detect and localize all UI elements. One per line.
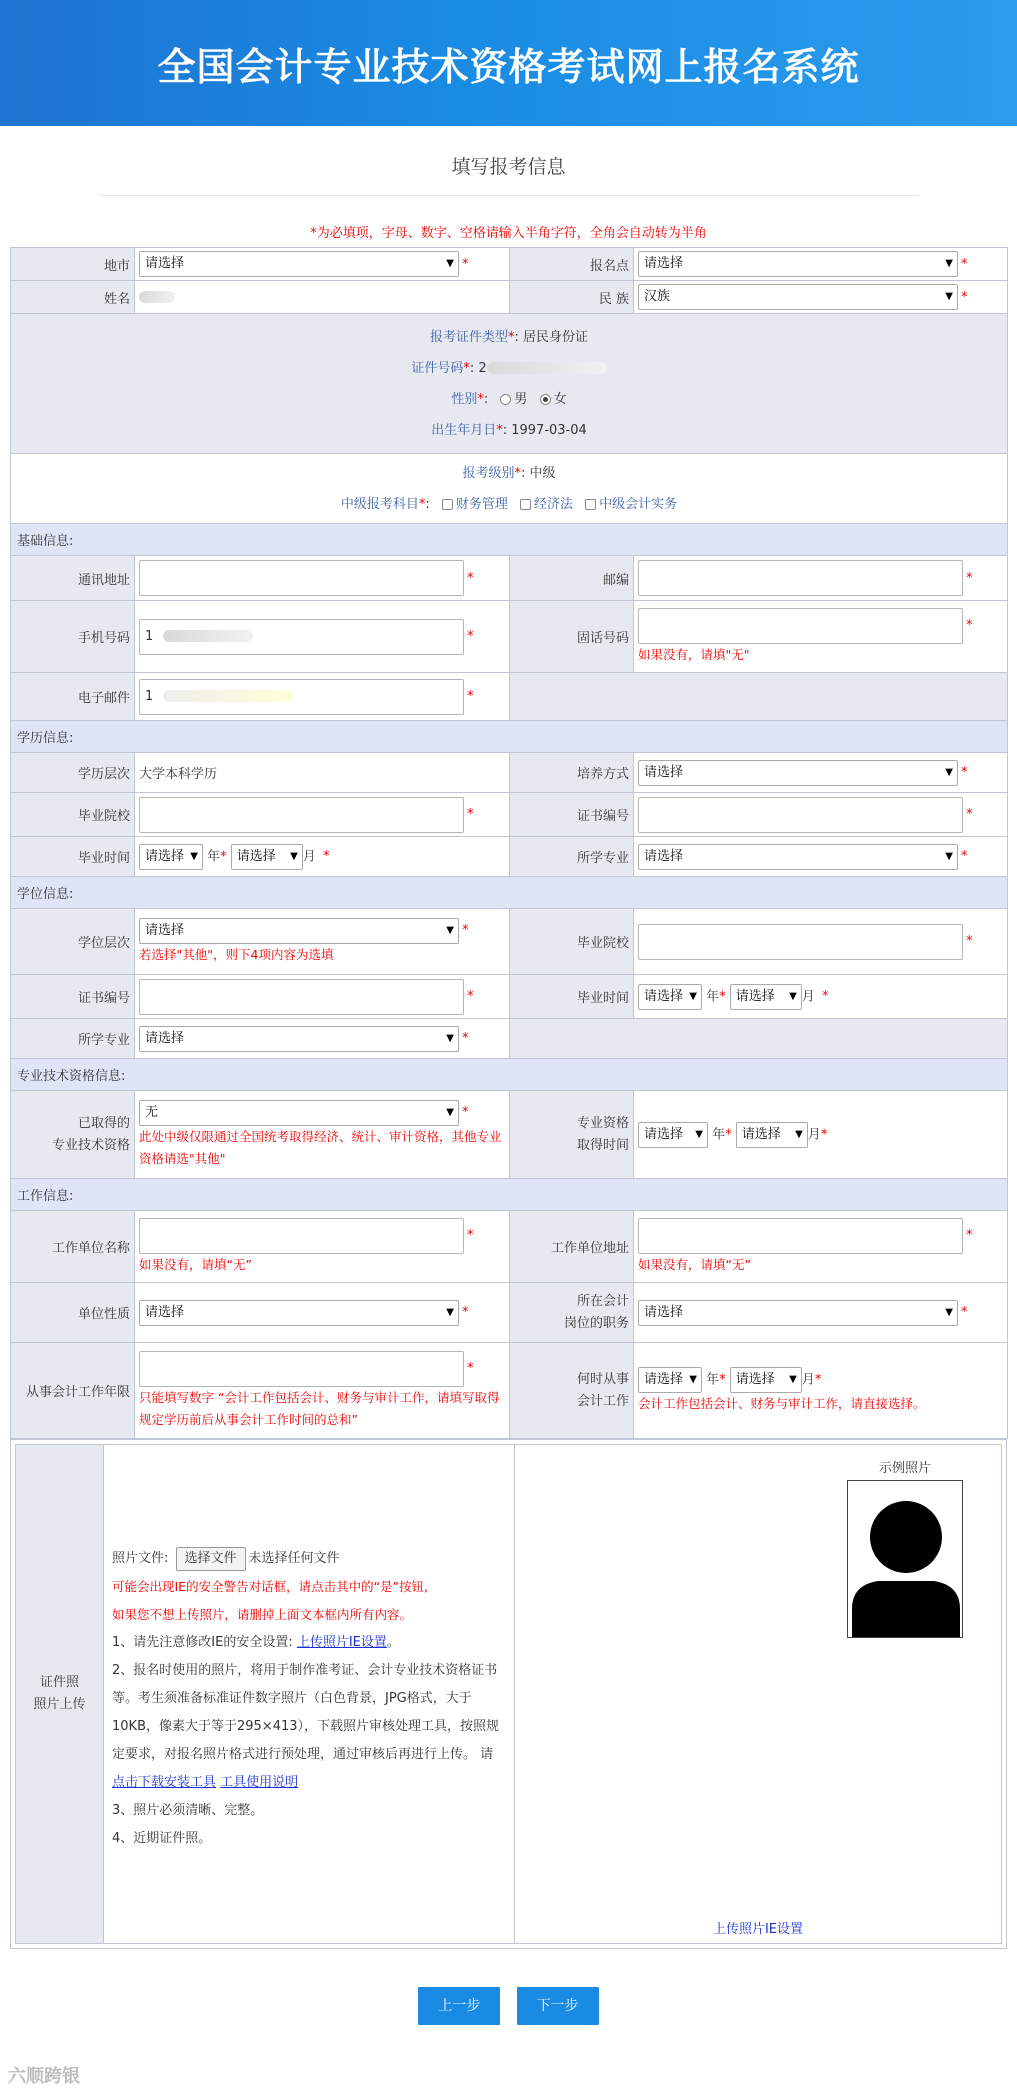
qualification-month-select[interactable]: 请选择 ▼	[736, 1122, 808, 1148]
degree-grad-month-select[interactable]: 请选择 ▼	[730, 984, 802, 1010]
ethnic-label: 民 族	[510, 281, 634, 314]
degree-major-select[interactable]: 请选择 ▼	[139, 1026, 459, 1052]
registration-form: 地市 请选择 ▼ * 报名点 请选择 ▼ * 姓名 民 族 汉族 ▼ * 报考证件类型*: 居民身份证 证件号码*: 2 性别*: 男 女 出生年月日*: 1997-03-04 报考级别*: 中级 中级报考科目*: 财务管理 经济法 中级会计实务 基础信息: 通讯地址 * 邮编 * 手机号码 1 * 固话号码 * 如果没有，请填"无" 电子邮件 1 * 学历信息: 学历层次 大学本科学历 培养方式 请选择 ▼ * 毕业院校 * 证书编号 * 毕业时间 请选择 ▼ 年* 请选择 ▼ 月 * 所学专业 请选择 ▼ * 学位信息: 学位层次 请选择 ▼ * 若选择"其他"，则下4项内容为选填 毕业院校 * 证书编号 * 毕业时间 请选择 ▼ 年* 请选择 ▼ 月 * 所学专业 请选择 ▼ * 专业技术资格信息: 已取得的 专业技术资格 无 ▼ * 此处中级仅限通过全国统考取得经济、统计、审计资格，其他专业资格请选"其他" 专业资格 取得时间 请选择 ▼ 年* 请选择 ▼ 月* 工作信息: 工作单位名称 * 如果没有，请填“无” 工作单位地址 * 如果没有，请填“无” 单位性质 请选择 ▼ * 所在会计 岗位的职务 请选择 ▼ * 从事会计工作年限 * 只能填写数字 “会计工作包括会计、财务与审计工作，请填写取得规定学历前后从事会计工作时间的总和” 何时从事 会计工作 请选择 ▼ 年* 请选择 ▼ 月* 会计工作包括会计、财务与审计工作，请直接选择。	[10, 247, 1008, 1439]
unit-address-input[interactable]	[638, 1218, 963, 1254]
system-title: 全国会计专业技术资格考试网上报名系统	[157, 44, 860, 89]
unit-name-input[interactable]	[139, 1218, 464, 1254]
ie-settings-link[interactable]: 上传照片IE设置	[296, 1635, 387, 1650]
edu-school-label: 毕业院校	[11, 793, 135, 837]
form-actions	[0, 1987, 1017, 2025]
exam-block: 报考级别*: 中级 中级报考科目*: 财务管理 经济法 中级会计实务	[11, 454, 1008, 524]
section-basic: 基础信息:	[11, 524, 1008, 556]
degree-grad-label: 毕业时间	[510, 975, 634, 1019]
edu-mode-select[interactable]: 请选择 ▼	[638, 760, 958, 786]
site-label: 报名点	[510, 248, 634, 281]
work-years-label: 从事会计工作年限	[11, 1343, 135, 1439]
edu-grad-year-select[interactable]: 请选择 ▼	[139, 844, 203, 870]
edu-cert-input[interactable]	[638, 797, 963, 833]
prev-step-button[interactable]: 上一步	[418, 1987, 500, 2025]
person-silhouette-icon	[847, 1480, 963, 1638]
work-since-label: 何时从事 会计工作	[510, 1343, 634, 1439]
degree-cert-input[interactable]	[139, 979, 464, 1015]
edu-level-label: 学历层次	[11, 753, 135, 793]
subject-checkbox[interactable]	[442, 499, 453, 510]
phone-input[interactable]	[638, 608, 963, 644]
chevron-down-icon: ▼	[945, 258, 953, 269]
edu-school-input[interactable]	[139, 797, 464, 833]
name-value	[139, 291, 175, 303]
unit-type-select[interactable]: 请选择 ▼	[139, 1300, 459, 1326]
sample-photo: 示例照片	[847, 1457, 963, 1638]
degree-school-label: 毕业院校	[510, 909, 634, 975]
qualification-time-label: 专业资格 取得时间	[510, 1091, 634, 1179]
work-since-year-select[interactable]: 请选择 ▼	[638, 1367, 702, 1393]
degree-school-input[interactable]	[638, 924, 963, 960]
photo-label: 证件照 照片上传	[16, 1445, 104, 1943]
edu-major-select[interactable]: 请选择 ▼	[638, 844, 958, 870]
photo-step-4: 4、近期证件照。	[112, 1831, 212, 1846]
edu-grad-label: 毕业时间	[11, 837, 135, 877]
post-select[interactable]: 请选择 ▼	[638, 1300, 958, 1326]
gender-male-radio[interactable]	[500, 394, 511, 405]
id-number-value: 2	[478, 360, 487, 376]
photo-sample-area	[515, 1445, 1001, 1943]
edu-mode-label: 培养方式	[510, 753, 634, 793]
photo-instructions: 照片文件: 选择文件 未选择任何文件 可能会出现IE的安全警告对话框，请点击其中的“是”按钮, 如果您不想上传照片，请删掉上面文本框内所有内容。 1、请先注意修改IE的安全设置: 上传照片IE设置。 2、报名时使用的照片，将用于制作准考证、会计专业技术资格证书等。考生须准备标准证件数字照片（白色背景，JPG格式，大于10KB，像素大于等于295×413），下载照片审核处理工具，按照规定要求，对报名照片格式进行预处理，通过审核后再进行上传。 请点击下载安装工具 工具使用说明 3、照片必须清晰、完整。 4、近期证件照。	[104, 1445, 515, 1943]
degree-grad-year-select[interactable]: 请选择 ▼	[638, 984, 702, 1010]
unit-name-label: 工作单位名称	[11, 1211, 135, 1283]
next-step-button[interactable]: 下一步	[517, 1987, 599, 2025]
phone-label: 固话号码	[510, 601, 634, 673]
subject-checkbox[interactable]	[585, 499, 596, 510]
watermark: 六顺跨银	[8, 2066, 80, 2087]
unit-address-hint: 如果没有，请填“无”	[638, 1256, 751, 1272]
photo-warning-1: 可能会出现IE的安全警告对话框，请点击其中的“是”按钮,	[112, 1579, 429, 1594]
download-tool-link[interactable]: 点击下载安装工具	[112, 1775, 217, 1790]
unit-type-label: 单位性质	[11, 1283, 135, 1343]
site-select[interactable]: 请选择 ▼	[638, 251, 958, 277]
zip-input[interactable]	[638, 560, 963, 596]
ethnic-select[interactable]: 汉族 ▼	[638, 284, 958, 310]
required-notice: *为必填项，字母、数字、空格请输入半角字符，全角会自动转为半角	[310, 226, 707, 241]
edu-level-value: 大学本科学历	[135, 753, 510, 793]
mobile-input[interactable]: 1	[139, 619, 464, 655]
city-select[interactable]: 请选择 ▼	[139, 251, 459, 277]
upload-ie-settings-link[interactable]: 上传照片IE设置	[712, 1922, 804, 1937]
work-years-hint: 只能填写数字 “会计工作包括会计、财务与审计工作，请填写取得规定学历前后从事会计工作时间的总和”	[139, 1389, 500, 1427]
qualification-hint: 此处中级仅限通过全国统考取得经济、统计、审计资格，其他专业资格请选"其他"	[139, 1128, 502, 1166]
chevron-down-icon: ▼	[446, 258, 454, 269]
photo-upload-section	[10, 1439, 1007, 1949]
section-education: 学历信息:	[11, 721, 1008, 753]
exam-level-value: 中级	[529, 465, 556, 481]
unit-address-label: 工作单位地址	[510, 1211, 634, 1283]
choose-file-button[interactable]: 选择文件	[176, 1547, 246, 1571]
identity-block: 报考证件类型*: 居民身份证 证件号码*: 2 性别*: 男 女 出生年月日*: 1997-03-04	[11, 314, 1008, 454]
work-since-month-select[interactable]: 请选择 ▼	[730, 1367, 802, 1393]
qualification-select[interactable]: 无 ▼	[139, 1100, 459, 1126]
file-status: 未选择任何文件	[248, 1551, 340, 1566]
photo-step-3: 3、照片必须清晰、完整。	[112, 1803, 264, 1818]
section-work: 工作信息:	[11, 1179, 1008, 1211]
section-qualification: 专业技术资格信息:	[11, 1059, 1008, 1091]
section-degree: 学位信息:	[11, 877, 1008, 909]
degree-cert-label: 证书编号	[11, 975, 135, 1019]
id-type-value: 居民身份证	[523, 329, 589, 345]
email-input[interactable]: 1	[139, 679, 464, 715]
post-label: 所在会计 岗位的职务	[510, 1283, 634, 1343]
photo-step-2: 2、报名时使用的照片，将用于制作准考证、会计专业技术资格证书等。考生须准备标准证件数字照片（白色背景，JPG格式，大于10KB，像素大于等于295×413），下载照片审核处理工具，按照规定要求，对报名照片格式进行预处理，通过审核后再进行上传。	[112, 1663, 500, 1762]
address-label: 通讯地址	[11, 556, 135, 601]
unit-name-hint: 如果没有，请填“无”	[139, 1256, 252, 1272]
birth-date-value: 1997-03-04	[511, 422, 587, 438]
page-header	[0, 0, 1017, 126]
gender-female-radio[interactable]	[540, 394, 551, 405]
qualification-year-select[interactable]: 请选择 ▼	[638, 1122, 708, 1148]
degree-major-label: 所学专业	[11, 1019, 135, 1059]
phone-hint: 如果没有，请填"无"	[638, 646, 750, 662]
mobile-label: 手机号码	[11, 601, 135, 673]
degree-level-select[interactable]: 请选择 ▼	[139, 918, 459, 944]
email-label: 电子邮件	[11, 673, 135, 721]
edu-major-label: 所学专业	[510, 837, 634, 877]
zip-label: 邮编	[510, 556, 634, 601]
photo-warning-2: 如果您不想上传照片，请删掉上面文本框内所有内容。	[112, 1607, 413, 1622]
degree-level-hint: 若选择"其他"，则下4项内容为选填	[139, 946, 334, 962]
page-title: 填写报考信息	[99, 152, 919, 196]
city-label: 地市	[11, 248, 135, 281]
subject-checkbox[interactable]	[520, 499, 531, 510]
name-label: 姓名	[11, 281, 135, 314]
edu-grad-month-select[interactable]: 请选择 ▼	[231, 844, 303, 870]
qualification-label: 已取得的 专业技术资格	[11, 1091, 135, 1179]
tool-guide-link[interactable]: 工具使用说明	[220, 1775, 299, 1790]
edu-cert-label: 证书编号	[510, 793, 634, 837]
address-input[interactable]	[139, 560, 464, 596]
chevron-down-icon: ▼	[945, 291, 953, 302]
work-years-input[interactable]	[139, 1351, 464, 1387]
work-since-hint: 会计工作包括会计、财务与审计工作，请直接选择。	[638, 1395, 926, 1411]
degree-level-label: 学位层次	[11, 909, 135, 975]
